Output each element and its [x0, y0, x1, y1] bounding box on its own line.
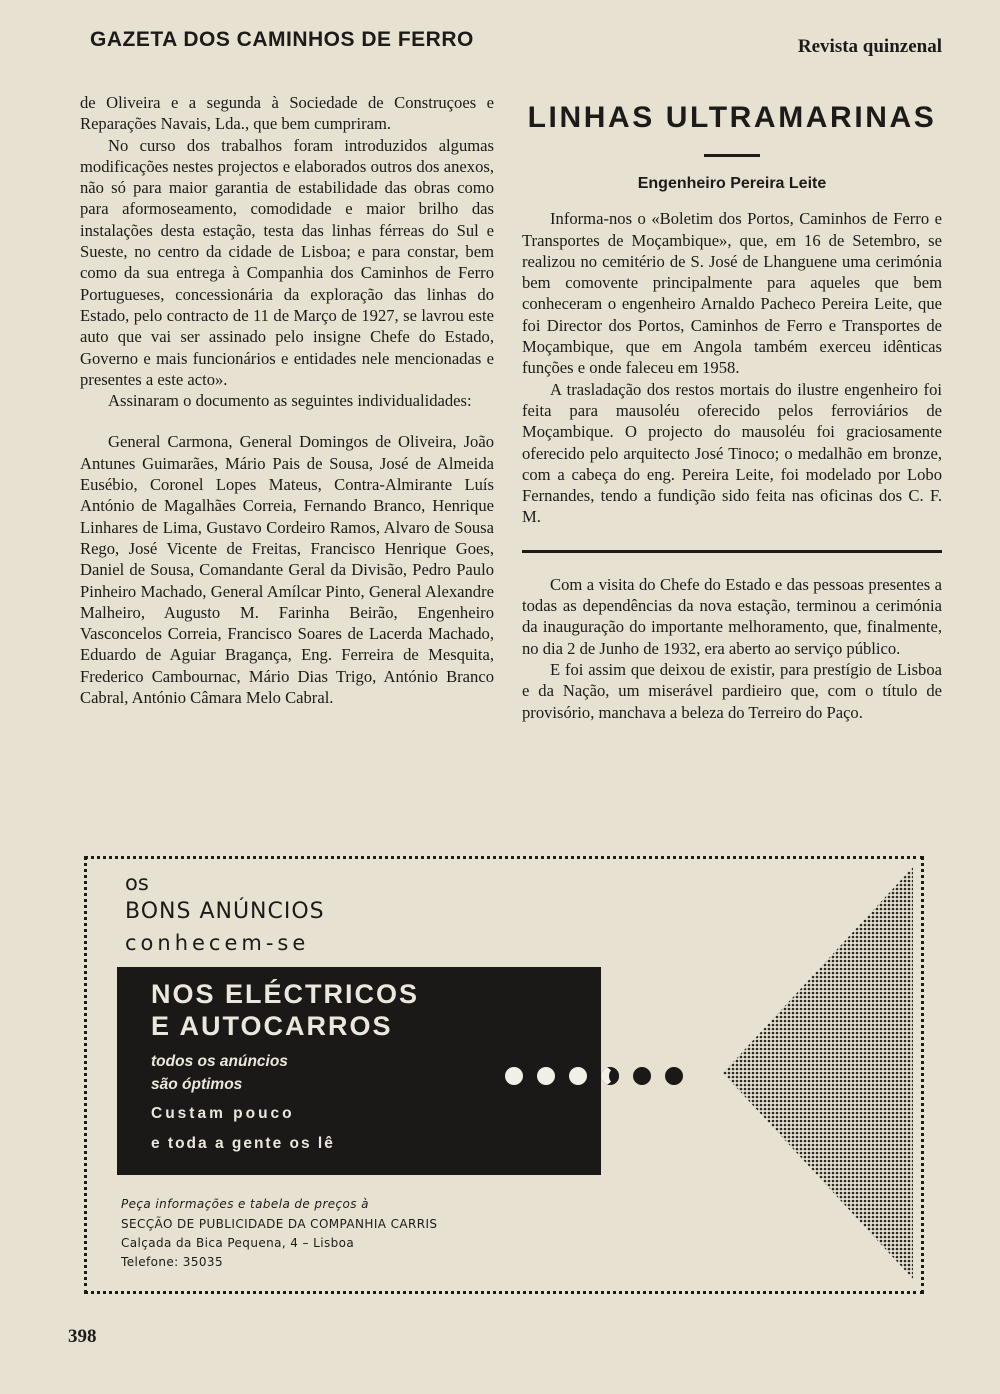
paragraph: Assinaram o documento as seguintes individualidades:: [108, 391, 472, 411]
ad-heading-line: conhecem-se: [125, 931, 310, 955]
article-byline: Engenheiro Pereira Leite: [637, 175, 827, 192]
running-header-subtitle: Revista quinzenal: [797, 36, 942, 57]
ad-tagline: são óptimos: [151, 1076, 243, 1093]
ad-contact-line: SECÇÃO DE PUBLICIDADE DA COMPANHIA CARRIS: [121, 1217, 438, 1231]
ad-tagline-bold: Custam pouco: [151, 1105, 295, 1122]
ad-tagline-bold: e toda a gente os lê: [151, 1135, 335, 1152]
paragraph: Com a visita do Chefe do Estado e das pessoas presentes a todas as dependências da nova estação, terminou a cerimónia da inauguração do importante melhoramento, que, finalmente, no dia 2 de Junho de 1932, era aberto ao serviço público.: [522, 574, 942, 658]
ad-heading-line: BONS ANÚNCIOS: [125, 899, 325, 924]
section-title: LINHAS ULTRAMARINAS: [527, 101, 937, 134]
paragraph: No curso dos trabalhos foram introduzidos algumas modificações nestes projectos e elaborados outros dos anexos, não só para maior garantia de estabilidade das obras como para aformoseamento, comodidade e maior brilho das instalações desta estação, testa das linhas férreas do Sul e Sueste, no centro da cidade de Lisboa; e para constar, bem como da sua entrega à Companhia dos Caminhos de Ferro Portugueses, concessionária da exploração das linhas do Estado, pelo contracto de 11 de Março de 1927, se lavrou este auto que vai ser assinado pelo insigne Chefe do Estado, Governo e mais funcionários e entidades nele mencionadas e presentes a este acto».: [80, 135, 494, 389]
dot: [505, 1067, 523, 1085]
dot: [665, 1067, 683, 1085]
title-rule: [704, 154, 760, 157]
advertisement: [84, 856, 924, 1294]
paragraph: A trasladação dos restos mortais do ilustre engenheiro foi feita para mausoléu oferecido pelos ferroviários de Moçambique. O projecto do mausoléu foi graciosamente oferecido pelo arquitecto José Tinoco; o medalhão em bronze, com a cabeça do eng. Pereira Leite, foi modelado por Lobo Fernandes, tendo a fundição sido feita nas oficinas dos C. F. M.: [522, 379, 942, 527]
dot: [569, 1067, 587, 1085]
dot: [601, 1067, 619, 1085]
paragraph: E foi assim que deixou de existir, para prestígio de Lisboa e da Nação, um miserável pardieiro que, com o título de provisório, manchava a beleza do Terreiro do Paço.: [522, 659, 942, 722]
ad-headline: NOS ELÉCTRICOS: [151, 979, 420, 1009]
halftone-triangle: [723, 867, 913, 1279]
ad-contact-line: Telefone: 35035: [121, 1255, 223, 1269]
ad-headline: E AUTOCARROS: [151, 1011, 393, 1041]
signatories-list: General Carmona, General Domingos de Oliveira, João Antunes Guimarães, Mário Pais de Sousa, José de Almeida Eusébio, Coronel Lopes Mateus, Contra-Almirante Luís António de Magalhães Correia, Fernando Branco, Henrique Linhares de Lima, Gustavo Cordeiro Ramos, Alvaro de Sousa Rego, José Vicente de Freitas, Francisco Henrique Goes, Daniel de Sousa, Comandante Geral da Divisão, Pedro Paulo Pinheiro Machado, General Amílcar Pinto, General Alexandre Malheiro, Augusto M. Farinha Beirão, Engenheiro Vasconcelos Correia, Francisco Soares de Lacerda Machado, Eduardo de Aguiar Bragança, Eng. Ferreira de Mesquita, Frederico Cambournac, Mário Dias Trigo, António Branco Cabral, António Câmara Melo Cabral.: [80, 432, 494, 708]
running-header-title: GAZETA DOS CAMINHOS DE FERRO: [90, 28, 474, 51]
paragraph: de Oliveira e a segunda à Sociedade de Construçoes e Reparações Navais, Lda., que bem cumpriram.: [80, 93, 494, 134]
ad-heading-line: os: [125, 871, 149, 895]
section-divider: [522, 550, 942, 553]
dot: [633, 1067, 651, 1085]
ad-tagline: todos os anúncios: [151, 1053, 288, 1070]
dot: [537, 1067, 555, 1085]
right-column: [522, 92, 942, 723]
spacer: [80, 411, 494, 431]
ad-contact-line: Peça informações e tabela de preços à: [121, 1197, 369, 1211]
paragraph: Informa-nos o «Boletim dos Portos, Caminhos de Ferro e Transportes de Moçambique», que, em 16 de Setembro, se realizou no cemitério de S. José de Lhanguene uma cerimónia bem comovente principalmente para aqueles que bem conheceram o engenheiro Arnaldo Pacheco Pereira Leite, que foi Director dos Portos, Caminhos de Ferro e Transportes de Moçambique, que em Angola também exerceu idênticas funções e onde faleceu em 1958.: [522, 209, 942, 378]
dots-ornament: [505, 1067, 683, 1085]
ad-contact-line: Calçada da Bica Pequena, 4 – Lisboa: [121, 1236, 355, 1250]
left-column: [80, 92, 494, 708]
page-number: 398: [68, 1326, 97, 1347]
triangle-shape: [723, 867, 913, 1279]
